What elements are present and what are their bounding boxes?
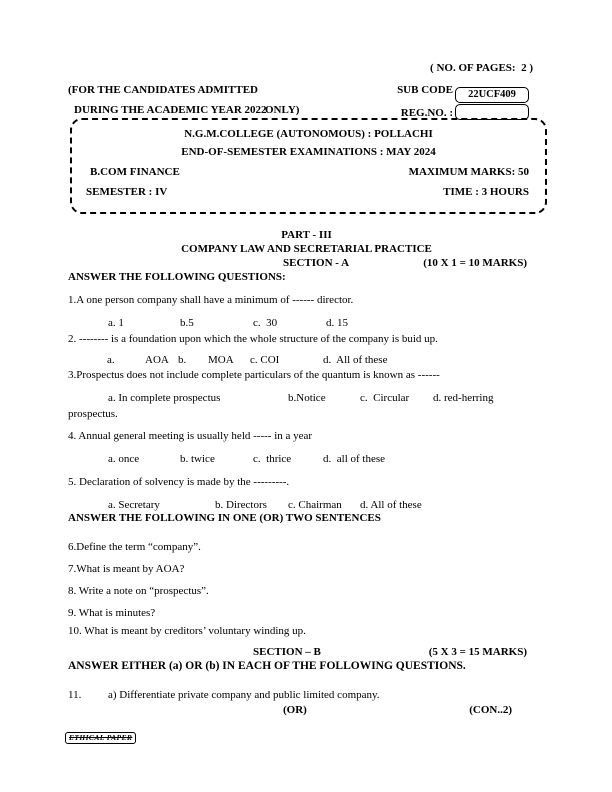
section-a-instruction: ANSWER THE FOLLOWING QUESTIONS: [68,271,286,283]
option-2b-value: MOA [208,354,234,366]
question-4-options [68,453,545,466]
only-text: ONLY) [265,104,300,116]
semester-row [86,186,531,199]
option-4d: d. all of these [323,453,386,465]
section-a-title: SECTION - A [283,257,350,269]
question-8: 8. Write a note on “prospectus”. [68,585,209,597]
section-b-header [68,646,545,659]
college-name: N.G.M.COLLEGE (AUTONOMOUS) : POLLACHI [184,128,433,140]
section-b-marks: (5 X 3 = 15 MARKS) [428,646,527,658]
question-11a: a) Differentiate private company and public limited company. [108,689,380,701]
option-4c: c. thrice [253,453,292,465]
sub-code-group [397,84,529,103]
section-a-marks: (10 X 1 = 10 MARKS) [423,257,527,269]
course-name: B.COM FINANCE [90,166,180,178]
candidates-line-1: (FOR THE CANDIDATES ADMITTED [68,84,258,96]
continuation-note: (CON..2) [469,704,512,716]
question-5: 5. Declaration of solvency is made by the ---------. [68,476,290,488]
one-or-two-sentences-heading: ANSWER THE FOLLOWING IN ONE (OR) TWO SENTENCES [68,512,381,524]
option-3b: b.Notice [288,392,326,404]
question-1: 1.A one person company shall have a minimum of ------ director. [68,294,354,306]
option-5d: d. All of these [360,499,422,511]
or-row [68,704,545,717]
option-1c: c. 30 [253,317,278,329]
option-1a: a. 1 [108,317,124,329]
question-3-options [68,392,545,405]
question-11 [68,689,545,702]
section-b-title: SECTION – B [253,646,321,658]
option-1b: b.5 [180,317,194,329]
question-10: 10. What is meant by creditors’ voluntary winding up. [68,625,306,637]
option-5b: b. Directors [215,499,267,511]
sub-code-box: 22UCF409 [455,87,529,103]
option-3c: c. Circular [360,392,410,404]
option-3a: a. In complete prospectus [108,392,221,404]
max-marks: MAXIMUM MARKS: 50 [408,166,529,178]
candidates-line-2: DURING THE ACADEMIC YEAR 2022 [74,104,267,116]
semester-label: SEMESTER : IV [86,186,168,198]
question-4: 4. Annual general meeting is usually held ----- in a year [68,430,313,442]
section-a-header [68,257,545,270]
ethical-paper-badge: ETHICAL PAPER [65,732,136,744]
question-9: 9. What is minutes? [68,607,156,619]
option-2a-value: AOA [145,354,169,366]
course-row [86,166,531,179]
option-4a: a. once [108,453,140,465]
part-title: PART - III [281,229,332,241]
question-6: 6.Define the term “company”. [68,541,201,553]
reg-no-label: REG.NO. : [400,107,453,119]
question-11-number: 11. [68,689,82,701]
option-5a: a. Secretary [108,499,160,511]
exam-time: TIME : 3 HOURS [443,186,529,198]
question-5-options [68,499,545,512]
question-2-options [68,354,545,367]
section-b-instruction: ANSWER EITHER (a) OR (b) IN EACH OF THE FOLLOWING QUESTIONS. [68,660,466,672]
question-1-options [68,317,545,330]
option-2a: a. [107,354,115,366]
question-3: 3.Prospectus does not include complete particulars of the quantum is known as ------ [68,369,440,381]
exam-header-box [70,118,547,214]
option-4b: b. twice [180,453,215,465]
option-1d: d. 15 [326,317,348,329]
option-5c: c. Chairman [288,499,342,511]
candidates-row-1 [68,84,545,99]
question-7: 7.What is meant by AOA? [68,563,185,575]
option-3d: d. red-herring [433,392,494,404]
option-2d: d. All of these [323,354,388,366]
exam-title: END-OF-SEMESTER EXAMINATIONS : MAY 2024 [181,146,436,158]
sub-code-label: SUB CODE [397,84,453,96]
or-separator: (OR) [283,704,307,716]
question-2: 2. -------- is a foundation upon which the whole structure of the company is buid up. [68,333,438,345]
option-2b: b. [178,354,187,366]
subject-title: COMPANY LAW AND SECRETARIAL PRACTICE [181,243,432,255]
option-2c: c. COI [250,354,280,366]
question-3-option-wrap: prospectus. [68,408,118,420]
pages-note: ( NO. OF PAGES: 2 ) [430,62,533,74]
